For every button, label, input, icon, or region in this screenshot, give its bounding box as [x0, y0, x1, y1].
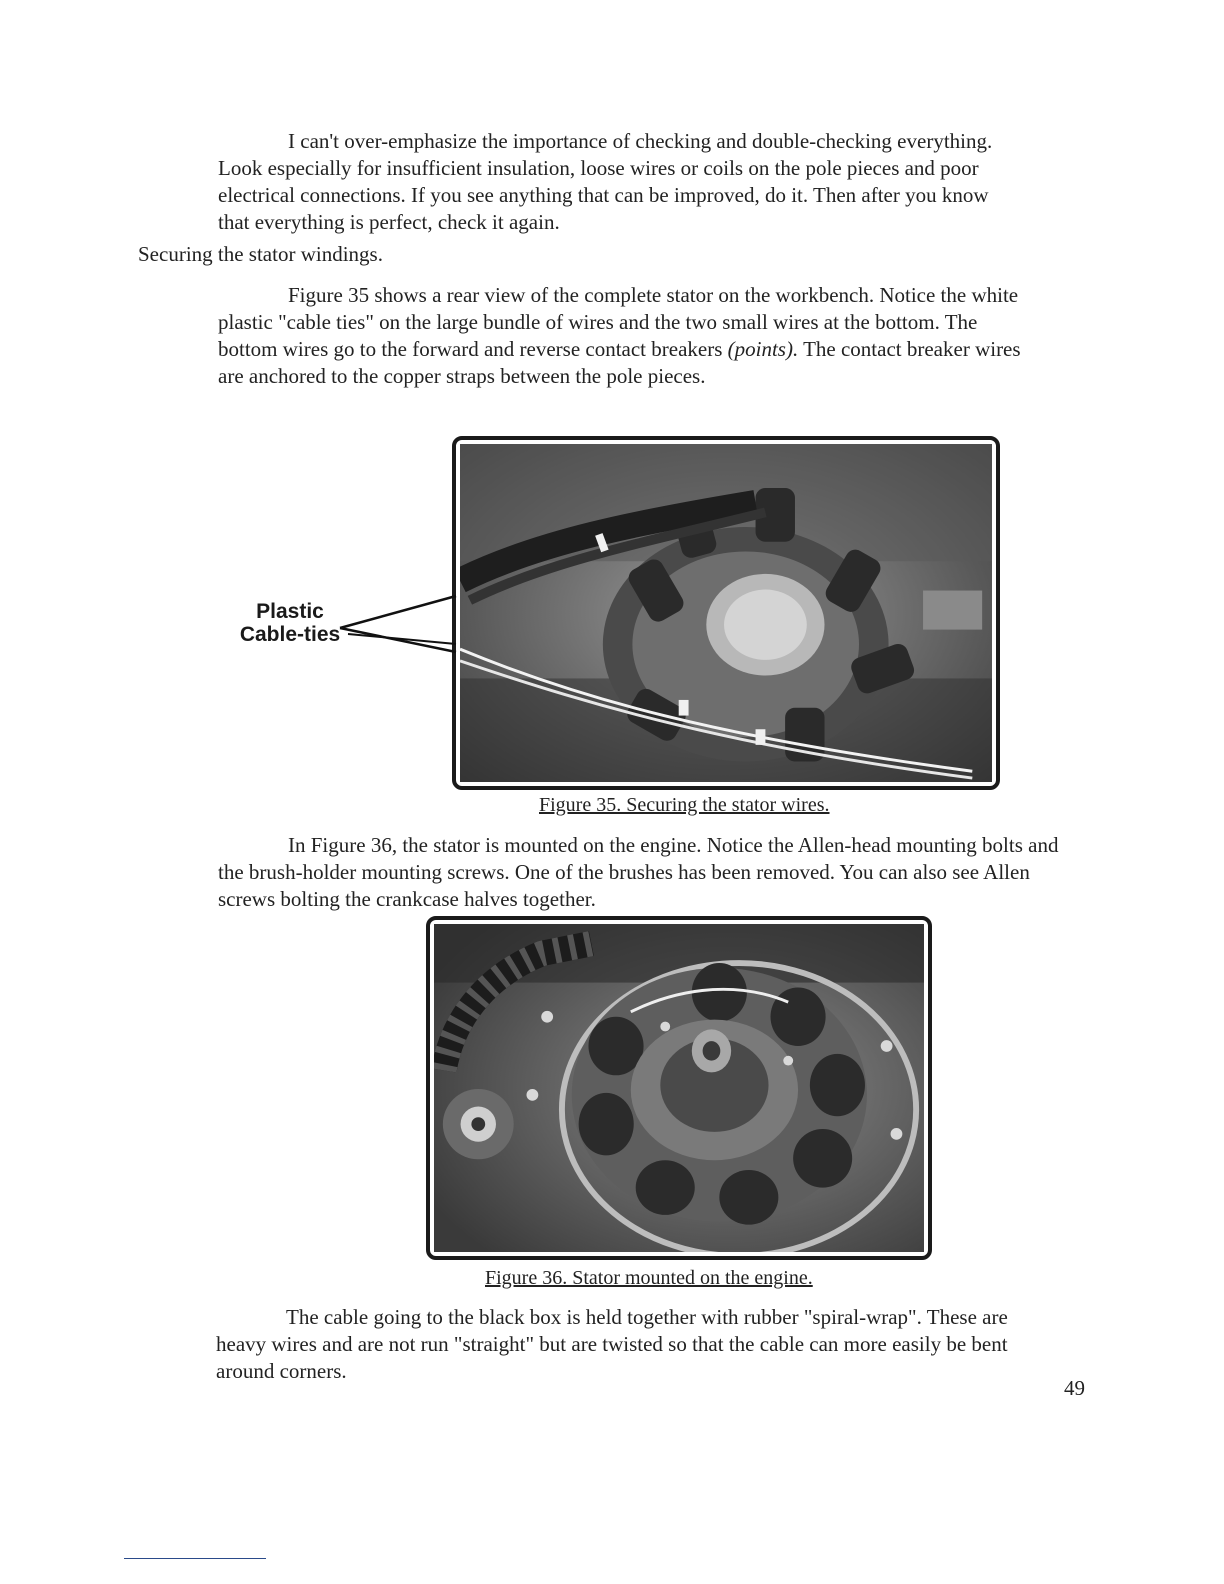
figure35-photo: [452, 436, 1000, 790]
intro-paragraph-text: I can't over-emphasize the importance of checking and double-checking everything. Look especially for insufficient insulation, loose wires or coils on the pole pieces and poor electrical connections. If you see anything that can be improved, do it. Then after you know that everything is perfect, check it again.: [218, 129, 993, 234]
figure35-description-text-a: Figure 35 shows a rear view of the complete stator on the workbench. Notice the white plastic "cable ties" on the large bundle of wires and the two small wires at the bottom. The bottom wires go to the forward and reverse contact breakers: [218, 283, 1019, 361]
figure35-caption: Figure 35. Securing the stator wires.: [539, 794, 830, 816]
stator-engine-image: [434, 924, 924, 1252]
page-number: 49: [1064, 1376, 1085, 1400]
figure35-description: [218, 282, 1028, 390]
intro-paragraph: [218, 128, 1018, 236]
section-heading: Securing the stator windings.: [138, 242, 383, 266]
figure36-caption: Figure 36. Stator mounted on the engine.: [485, 1267, 813, 1289]
stator-workbench-image: [460, 444, 992, 782]
callout-line-cable-ties: Cable-ties: [239, 623, 341, 646]
callout-pointer-lines: [330, 590, 460, 660]
figure35-description-text-b: The contact breaker wires are anchored to the copper straps between the pole pieces.: [218, 337, 1021, 388]
figure36-description: [218, 832, 1078, 913]
figure36-description-text: In Figure 36, the stator is mounted on the engine. Notice the Allen-head mounting bolts and the brush-holder mounting screws. One of the brushes has been removed. You can also see Allen screws bolting the crankcase halves together.: [218, 833, 1059, 911]
spiral-wrap-paragraph: [216, 1304, 1046, 1385]
footnote-rule: [124, 1558, 266, 1559]
spiral-wrap-paragraph-text: The cable going to the black box is held together with rubber "spiral-wrap". These are heavy wires and are not run "straight" but are twisted so that the cable can more easily be bent around corners.: [216, 1305, 1008, 1383]
callout-line-plastic: Plastic: [256, 600, 324, 623]
figure36-photo: [426, 916, 932, 1260]
points-italic-text: (points).: [727, 337, 799, 361]
